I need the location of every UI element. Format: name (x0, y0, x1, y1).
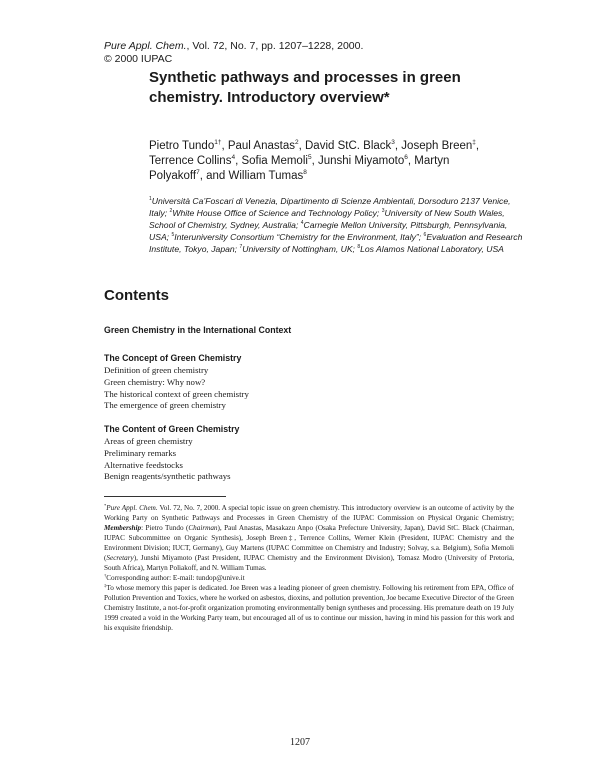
author-affiliation-mark: 3 (391, 139, 395, 146)
affiliation-text: Interuniversity Consortium “Chemistry for the Environment, Italy”; (174, 232, 424, 242)
affiliation-text: White House Office of Science and Technology Policy; (172, 208, 382, 218)
footnote-corresponding-author (104, 573, 514, 583)
footnote-special-issue (104, 503, 514, 573)
affiliation-mark: 2 (169, 208, 173, 214)
footnote-text: ), Junshi Miyamoto (Past President, IUPAC Chemistry and the Environment Division), Tomasz Modro (University of Pretoria, South Africa), Martyn Poliakoff, and N. William Tumas. (104, 554, 514, 572)
author-name: Joseph Breen (401, 140, 473, 152)
contents-heading: Contents (104, 287, 169, 304)
author-name: William Tumas (228, 170, 304, 182)
affiliation-mark: 5 (171, 232, 175, 238)
author-separator: , (298, 140, 305, 152)
toc-item: Preliminary remarks (104, 447, 177, 458)
corresponding-author-text: Corresponding author: E-mail: tundop@unive.it (106, 574, 245, 582)
author-separator: , (221, 140, 228, 152)
affiliation-mark: 3 (381, 208, 385, 214)
author-separator: , (475, 140, 480, 152)
footnote-text: Vol. 72, No. 7, 2000. A special topic issue on green chemistry. This introductory overview is an outcome of activity by the Working Party on Synthetic Pathways and Processes in Green Chemistry of the IUPAC Commission on Physical Organic Chemistry; (104, 504, 514, 522)
toc-item: Alternative feedstocks (104, 459, 183, 470)
membership-label: Membership (104, 524, 142, 532)
author-name: Sofia Memoli (241, 155, 308, 167)
author-name: Martyn Polyakoff (149, 155, 450, 182)
affiliation-mark: 1 (149, 196, 152, 202)
journal-header (104, 40, 363, 66)
author-affiliation-mark: 4 (231, 154, 236, 161)
affiliation-text: Carnegie Mellon University, Pittsburgh, Pennsylvania, USA; (149, 220, 508, 242)
copyright-line: © 2000 IUPAC (104, 53, 173, 65)
author-name: Junshi Miyamoto (317, 155, 405, 167)
author-list (149, 139, 499, 184)
chairman-label: Chairman (188, 524, 218, 532)
author-affiliation-mark: 1† (214, 139, 222, 146)
author-separator: , (311, 155, 318, 167)
author-name: David StC. Black (305, 140, 392, 152)
author-affiliation-mark: 7 (196, 169, 200, 176)
author-name: Paul Anastas (227, 140, 295, 152)
author-separator: , and (199, 170, 229, 182)
secretary-label: Secretary (106, 554, 134, 562)
footnote-divider (104, 496, 226, 497)
toc-section-concept: The Concept of Green Chemistry (104, 353, 242, 363)
author-name: Pietro Tundo (149, 140, 215, 152)
author-affiliation-mark: 2 (294, 139, 299, 146)
footnotes (104, 503, 514, 633)
affiliation-mark: 6 (423, 232, 427, 238)
toc-item: Definition of green chemistry (104, 365, 209, 375)
footnote-journal: Pure Appl. Chem. (106, 504, 158, 512)
footnote-mark: * (104, 503, 107, 508)
journal-name: Pure Appl. Chem. (104, 40, 187, 52)
author-separator: , (407, 155, 415, 167)
dedication-text: To whose memory this paper is dedicated. Joe Breen was a leading pioneer of green chemistry. Following his retirement from EPA, Office of Pollution Prevention and Toxics, where he worked on asbestos, dioxins, and pollution prevention, Joe became Executive Director of the Green Chemistry Institute, a not-for-profit organization promoting environmentally benign syntheses and processing. His premature death on 19 July 1999 created a void in the Working Party team, but encouraged all of us to continue our mission, having in mind his passion for this work and his exquisite friendship. (104, 584, 514, 632)
author-separator: , (235, 155, 242, 167)
footnote-dedication (104, 583, 514, 633)
footnote-text: : Pietro Tundo ( (141, 524, 189, 532)
footnote-mark: † (104, 573, 107, 578)
affiliation-text: Evaluation and Research Institute, Tokyo, Japan; (149, 232, 523, 254)
author-affiliation-mark: 5 (307, 154, 312, 161)
toc-item: Green chemistry: Why now? (104, 376, 206, 387)
author-affiliation-mark: ‡ (472, 139, 476, 146)
toc-section-content: The Content of Green Chemistry (104, 424, 240, 434)
affiliation-text: University of New South Wales, School of Chemistry, Sydney, Australia; (149, 208, 505, 230)
affiliation-text: University of Nottingham, UK; (242, 244, 358, 254)
toc-list-concept (104, 365, 249, 412)
article-title: Synthetic pathways and processes in green chemistry. Introductory overview* (149, 69, 461, 106)
citation-line (104, 40, 363, 53)
affiliation-text: Università Ca’Foscari di Venezia, Dipartimento di Scienze Ambientali, Dorsoduro 2137 Venice, Italy; (149, 196, 511, 218)
author-name: Terrence Collins (149, 155, 232, 167)
page-number: 1207 (290, 737, 310, 748)
citation-details: , Vol. 72, No. 7, pp. 1207–1228, 2000. (186, 40, 364, 52)
footnote-text: ), Paul Anastas, Masakazu Anpo (Osaka Prefecture University, Japan), David StC. Black (Chairman, IUPAC Subcommittee on Organic Synthesis), Joseph Breen‡, Terrence Collins, Werner Klein (President, IUPAC Chemistry and the Environment Division; IUCT, Germany), Guy Martens (IUPAC Committee on Chemistry and Industry; Solvay, s.a. Belgium), Sofia Memoli ( (104, 524, 514, 562)
toc-item: Benign reagents/synthetic pathways (104, 471, 231, 482)
affiliations (149, 195, 524, 255)
toc-section-international-context: Green Chemistry in the International Context (104, 325, 292, 335)
footnote-mark: ‡ (104, 583, 107, 588)
toc-item: Areas of green chemistry (104, 436, 193, 446)
toc-item: The emergence of green chemistry (104, 400, 226, 411)
author-affiliation-mark: 8 (303, 169, 307, 176)
author-separator: , (394, 140, 402, 152)
affiliation-text: Los Alamos National Laboratory, USA (360, 244, 504, 254)
affiliation-mark: 4 (300, 220, 304, 226)
affiliation-mark: 7 (239, 244, 243, 250)
affiliation-mark: 8 (357, 244, 361, 250)
toc-item: The historical context of green chemistry (104, 388, 249, 399)
author-affiliation-mark: 6 (404, 154, 408, 161)
toc-list-content (104, 436, 231, 483)
